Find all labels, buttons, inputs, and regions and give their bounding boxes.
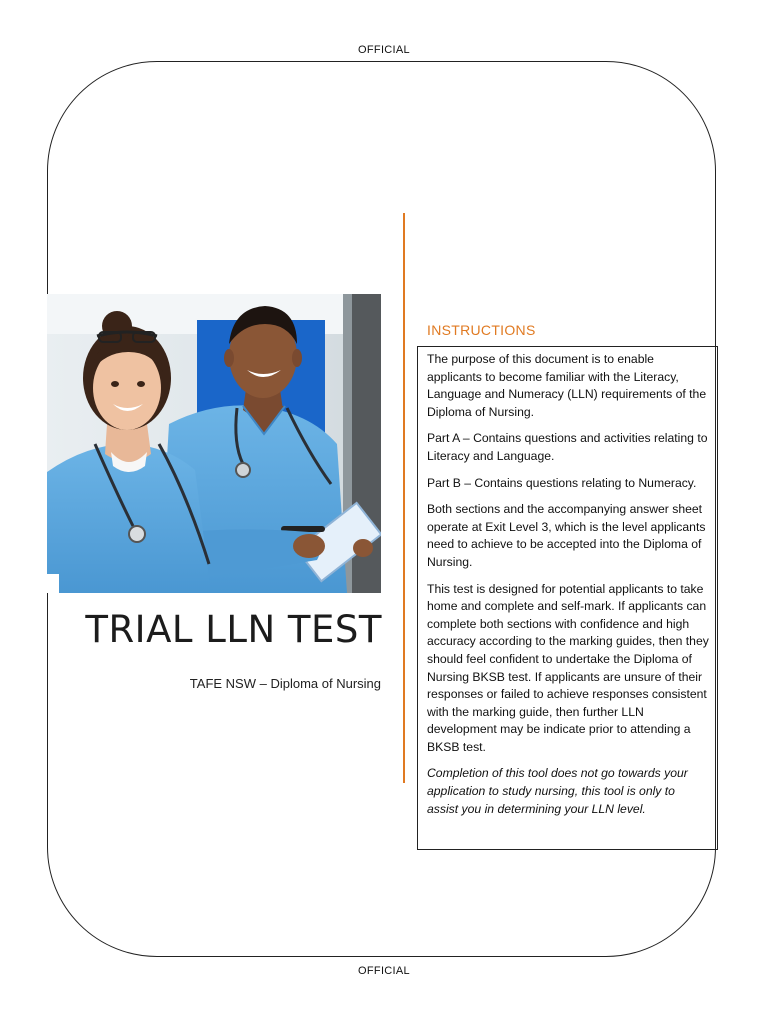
instructions-paragraph: Part B – Contains questions relating to Numeracy. — [427, 475, 697, 490]
classification-header: OFFICIAL — [358, 44, 410, 56]
document-title: TRIAL LLN TEST — [85, 608, 382, 651]
instructions-note: Completion of this tool does not go towards your application to study nursing, this tool is only to assist you in determining your LLN level. — [427, 766, 688, 816]
classification-footer: OFFICIAL — [358, 965, 410, 977]
instructions-box — [417, 346, 718, 850]
nurses-photo — [47, 294, 381, 593]
vertical-divider — [403, 213, 405, 783]
instructions-paragraph: Part A – Contains questions and activities relating to Literacy and Language. — [427, 431, 708, 463]
instructions-paragraph: The purpose of this document is to enable applicants to become familiar with the Literacy, Language and Numeracy (LLN) requirements of the Diploma of Nursing. — [427, 352, 707, 419]
document-subtitle: TAFE NSW – Diploma of Nursing — [189, 676, 381, 691]
instructions-heading: INSTRUCTIONS — [427, 322, 536, 338]
instructions-paragraph: This test is designed for potential applicants to take home and complete and self-mark. If applicants can complete both sections with confidence and high accuracy according to the marking guides, then they should feel confident to undertake the Diploma of Nursing BKSB test. If applicants are unsure of their responses or failed to achieve responses consistent with the marking guide, then further LLN development may be indicate prior to attending a BKSB test. — [427, 581, 709, 754]
instructions-paragraph: Both sections and the accompanying answer sheet operate at Exit Level 3, which is the level applicants need to achieve to be accepted into the Diploma of Nursing. — [427, 502, 706, 569]
